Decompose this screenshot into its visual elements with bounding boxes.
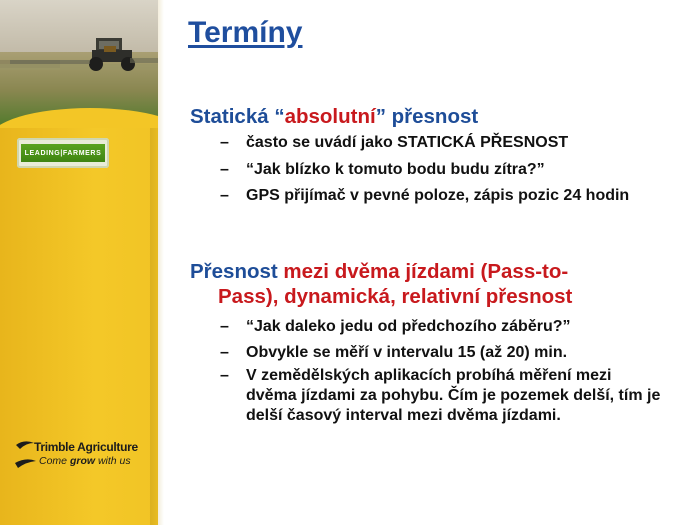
brand-name: Trimble Agriculture xyxy=(34,440,138,454)
section2-heading-line2: Pass), dynamická, relativní přesnost xyxy=(218,285,573,308)
tractor-photo xyxy=(0,0,158,128)
section1-bullet: – GPS přijímač v pevné poloze, zápis pozic 24 hodin xyxy=(220,187,630,204)
section2-heading: Přesnost mezi dvěma jízdami (Pass-to- xyxy=(190,260,569,283)
logo-text: LEADING|FARMERS xyxy=(24,149,102,157)
section1-heading: Statická “absolutní” přesnost xyxy=(190,105,479,128)
brand-tagline: Come grow with us xyxy=(39,455,131,467)
section2-bullet: – Obvykle se měří v intervalu 15 (až 20) min. xyxy=(220,344,568,361)
trimble-swoosh-icon xyxy=(14,437,36,473)
section2-bullet: – V zemědělských aplikacích probíhá měření mezi dvěma jízdami za pohybu. Čím je pozemek delší, tím je delší časový interval mezi dvěma jízdami. xyxy=(220,367,661,424)
section2-bullet: – “Jak daleko jedu od předchozího záběru?” xyxy=(220,318,571,335)
leading-farmers-logo xyxy=(17,138,109,168)
page-title: Termíny xyxy=(188,16,303,49)
section1-bullet: – často se uvádí jako STATICKÁ PŘESNOST xyxy=(220,134,569,151)
trimble-logo xyxy=(14,437,154,477)
section1-bullet: – “Jak blízko k tomuto bodu budu zítra?” xyxy=(220,161,545,178)
